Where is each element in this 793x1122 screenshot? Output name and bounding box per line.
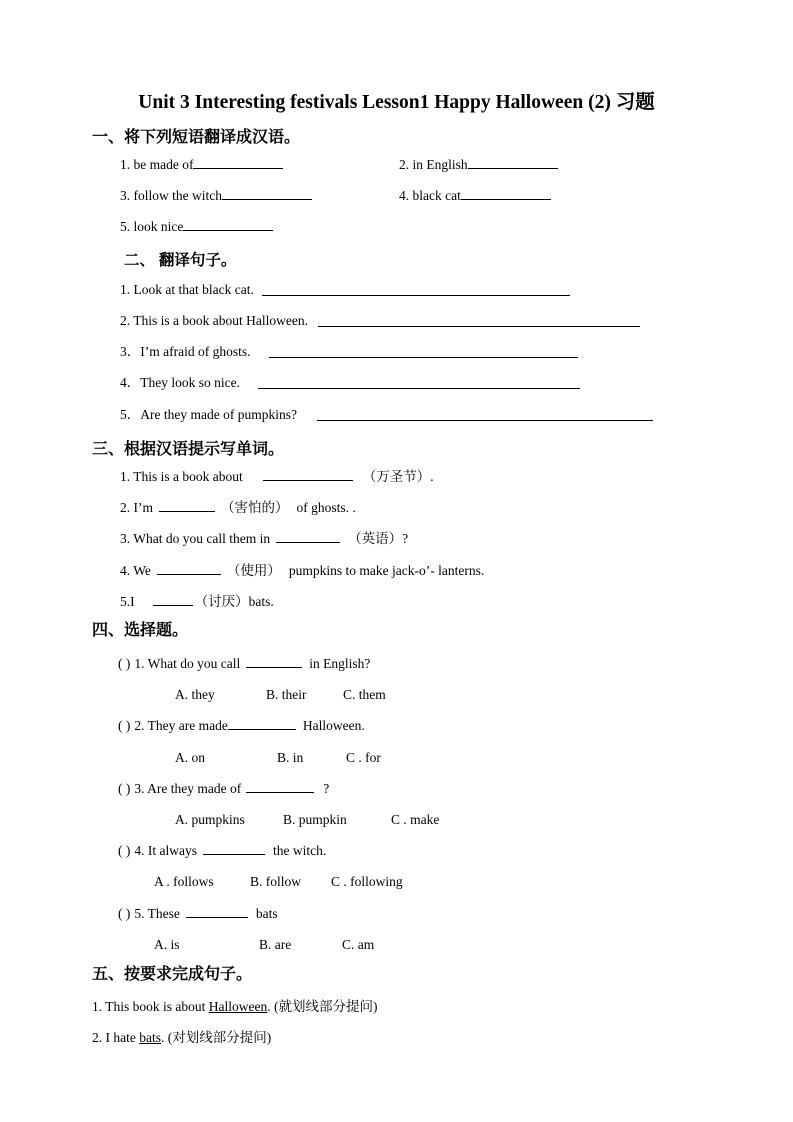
s4-q3-option-c: C . make (391, 812, 440, 827)
answer-paren[interactable]: ( ) (118, 906, 131, 921)
answer-line[interactable] (317, 420, 653, 421)
s4-question-3: ( ) 3. Are they made of ? (118, 781, 330, 796)
answer-blank[interactable] (203, 841, 265, 855)
s1-item-2: 2. in English (399, 155, 558, 175)
s4-q5-option-b: B. are (259, 937, 292, 952)
answer-paren[interactable]: ( ) (118, 718, 131, 733)
s4-q1-option-c: C. them (343, 687, 386, 702)
s1-item-5: 5. look nice (120, 217, 273, 237)
s4-q5-option-c: C. am (342, 937, 375, 952)
section-3-heading: 三、根据汉语提示写单词。 (92, 441, 285, 458)
answer-blank[interactable] (193, 155, 283, 169)
section-5-heading: 五、按要求完成句子。 (92, 966, 253, 983)
answer-blank[interactable] (159, 498, 215, 512)
s1-item-3: 3. follow the witch (120, 186, 312, 206)
s2-item-1: 1. Look at that black cat. (120, 282, 254, 297)
s1-item-4: 4. black cat (399, 186, 551, 206)
answer-blank[interactable] (157, 561, 221, 575)
answer-blank[interactable] (183, 217, 273, 231)
section-2-heading: 二、 翻译句子。 (124, 252, 237, 269)
s4-q5-option-a: A. is (154, 937, 180, 952)
s2-item-2: 2. This is a book about Halloween. (120, 313, 308, 328)
s5-item-1: 1. This book is about Halloween. (就划线部分提问) (92, 999, 378, 1014)
s4-q2-option-c: C . for (346, 750, 381, 765)
s2-item-3: 3．I’m afraid of ghosts. (120, 344, 251, 359)
s4-q2-option-b: B. in (277, 750, 304, 765)
s4-q4-option-b: B. follow (250, 874, 302, 889)
s4-question-1: ( ) 1. What do you call in English? (118, 656, 371, 671)
s4-q3-option-b: B. pumpkin (283, 812, 347, 827)
answer-paren[interactable]: ( ) (118, 656, 131, 671)
s3-item-2: 2. I’m （害怕的） of ghosts. . (120, 500, 356, 515)
s3-item-5: 5.I （讨厌）bats. (120, 594, 274, 609)
s3-item-1: 1. This is a book about （万圣节）. (120, 469, 434, 484)
s3-item-4: 4. We （使用） pumpkins to make jack-o’- lanterns. (120, 563, 485, 578)
answer-line[interactable] (269, 357, 578, 358)
answer-paren[interactable]: ( ) (118, 781, 131, 796)
s4-q1-option-b: B. their (266, 687, 307, 702)
answer-blank[interactable] (228, 716, 296, 730)
s4-q4-option-c: C . following (331, 874, 403, 889)
s3-item-3: 3. What do you call them in （英语）? (120, 531, 409, 546)
answer-blank[interactable] (468, 155, 558, 169)
s4-q4-option-a: A . follows (154, 874, 214, 889)
answer-blank[interactable] (461, 186, 551, 200)
answer-blank[interactable] (246, 654, 302, 668)
answer-blank[interactable] (276, 529, 340, 543)
answer-line[interactable] (258, 388, 580, 389)
s4-q1-option-a: A. they (175, 687, 215, 702)
s1-item-1: 1. be made of (120, 155, 283, 175)
s4-question-2: ( ) 2. They are made Halloween. (118, 718, 365, 733)
s4-q3-option-a: A. pumpkins (175, 812, 245, 827)
s2-item-4: 4．They look so nice. (120, 375, 240, 390)
answer-line[interactable] (262, 295, 570, 296)
page-title: Unit 3 Interesting festivals Lesson1 Happy Halloween (2) 习题 (138, 92, 655, 113)
answer-blank[interactable] (263, 467, 353, 481)
answer-blank[interactable] (186, 904, 248, 918)
section-1-heading: 一、将下列短语翻译成汉语。 (92, 129, 301, 146)
s5-item-2: 2. I hate bats. (对划线部分提问) (92, 1030, 272, 1045)
section-4-heading: 四、选择题。 (92, 622, 189, 639)
s2-item-5: 5．Are they made of pumpkins? (120, 407, 297, 422)
s4-question-5: ( ) 5. These bats (118, 906, 278, 921)
s4-question-4: ( ) 4. It always the witch. (118, 843, 327, 858)
answer-line[interactable] (318, 326, 640, 327)
answer-blank[interactable] (222, 186, 312, 200)
s4-q2-option-a: A. on (175, 750, 205, 765)
answer-blank[interactable] (246, 779, 314, 793)
answer-paren[interactable]: ( ) (118, 843, 131, 858)
answer-blank[interactable] (153, 592, 193, 606)
